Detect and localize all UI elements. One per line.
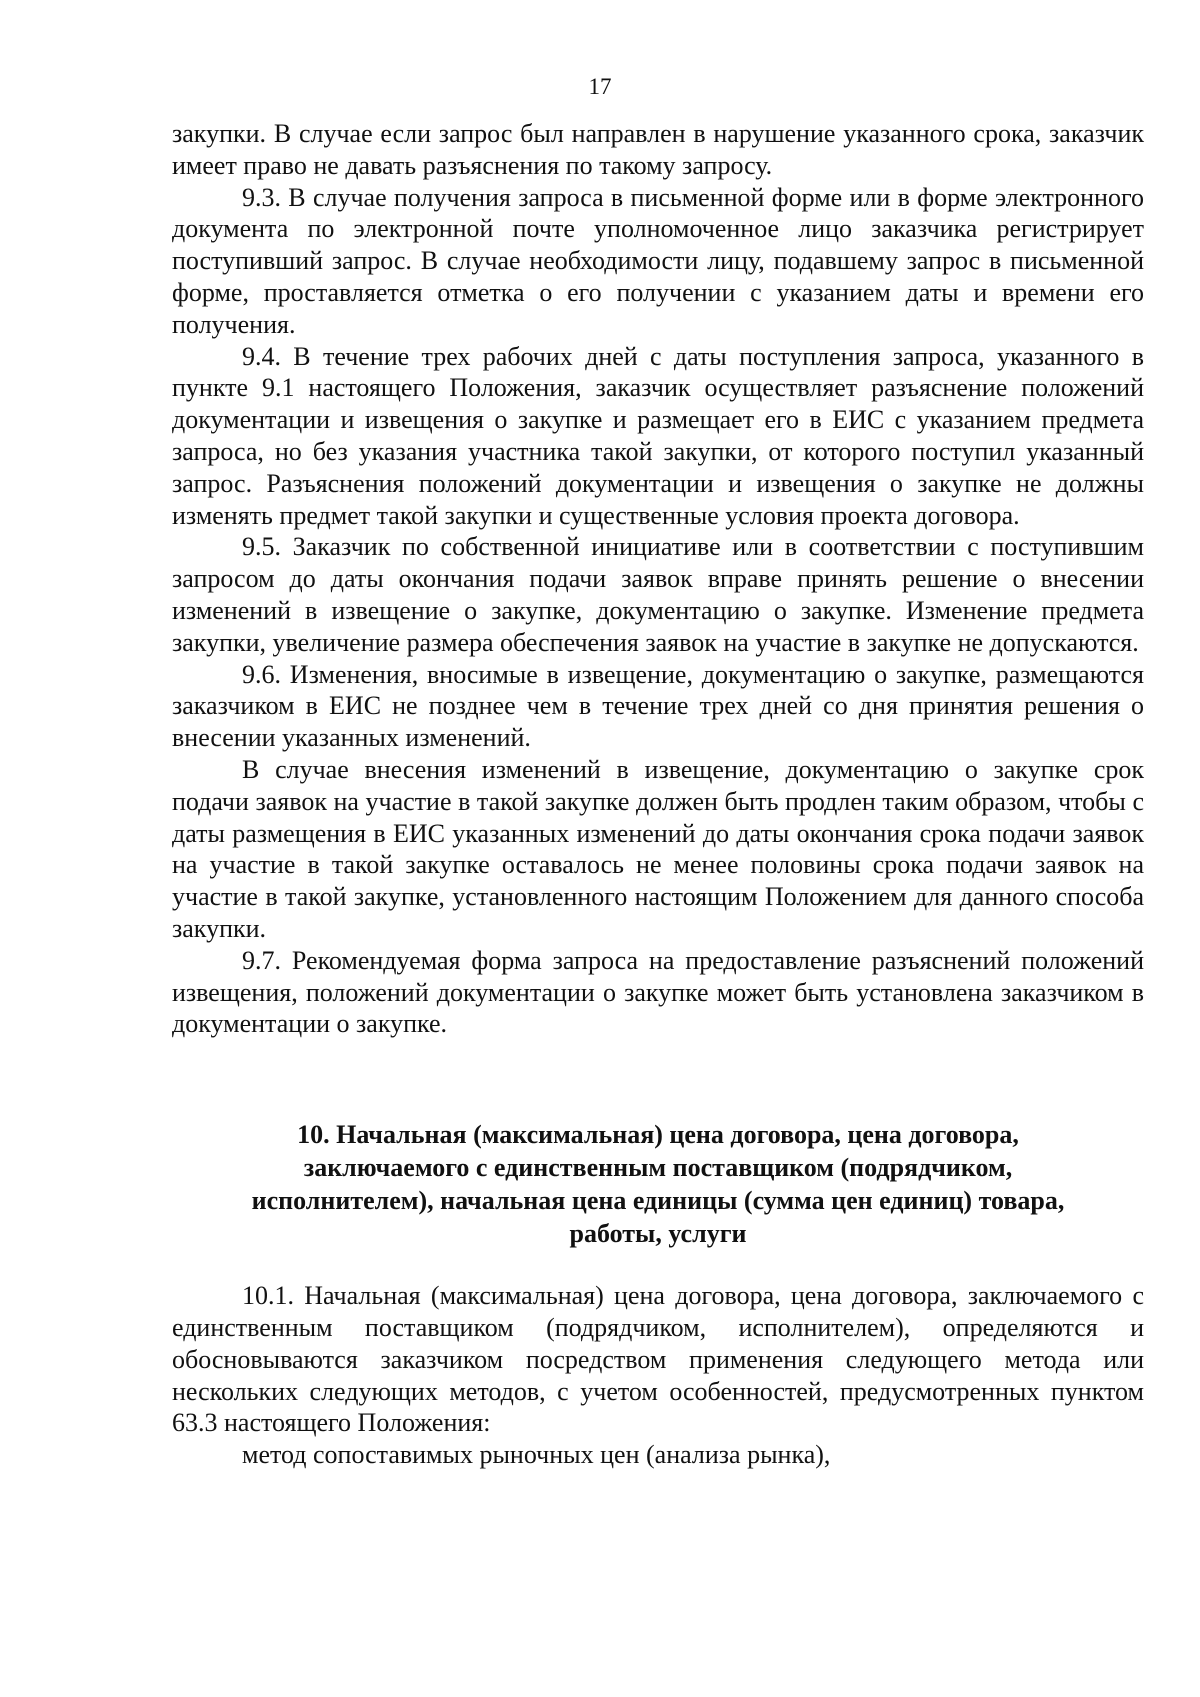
paragraph-10-1: 10.1. Начальная (максимальная) цена договора, цена договора, заключаемого с единственным поставщиком (подрядчиком, исполнителем), определяются и обосновываются заказчиком посредством применения следующего метода или нескольких следующих методов, с учетом особенностей, предусмотренных пунктом 63.3 настоящего Положения: <box>172 1281 1144 1438</box>
paragraph-9-3: 9.3. В случае получения запроса в письменной форме или в форме электронного документа по электронной почте уполномоченное лицо заказчика регистрирует поступивший запрос. В случае необходимости лицу, подавшему запрос в письменной форме, проставляется отметка о его получении с указанием даты и времени его получения. <box>172 182 1144 339</box>
paragraph-9-7: 9.7. Рекомендуемая форма запроса на предоставление разъяснений положений извещения, положений документации о закупке может быть установлена заказчиком в документации о закупке. <box>172 945 1144 1039</box>
document-body <box>172 118 1144 1471</box>
page-number: 17 <box>588 74 612 99</box>
paragraph-9-4: 9.4. В течение трех рабочих дней с даты поступления запроса, указанного в пункте 9.1 настоящего Положения, заказчик осуществляет разъяснение положений документации и извещения о закупке и размещает его в ЕИС с указанием предмета запроса, но без указания участника такой закупки, от которого поступил указанный запрос. Разъяснения положений документации и извещения о закупке не должны изменять предмет такой закупки и существенные условия проекта договора. <box>172 341 1144 530</box>
section-10-heading: 10. Начальная (максимальная) цена договора, цена договора, заключаемого с единственным поставщиком (подрядчиком, исполнителем), начальная цена единицы (сумма цен единиц) товара, работы, услуги <box>251 1120 1065 1249</box>
list-item-market-analysis: метод сопоставимых рыночных цен (анализа рынка), <box>242 1440 831 1470</box>
paragraph-9-5: 9.5. Заказчик по собственной инициативе или в соответствии с поступившим запросом до даты окончания подачи заявок вправе принять решение о внесении изменений в извещение о закупке, документацию о закупке. Изменение предмета закупки, увеличение размера обеспечения заявок на участие в закупке не допускаются. <box>172 532 1144 657</box>
paragraph-9-6-extension: В случае внесения изменений в извещение, документацию о закупке срок подачи заявок на участие в такой закупке должен быть продлен таким образом, чтобы с даты размещения в ЕИС указанных изменений до даты окончания срока подачи заявок на участие в такой закупке оставалось не менее половины срока подачи заявок на участие в такой закупке, установленного настоящим Положением для данного способа закупки. <box>172 754 1144 943</box>
paragraph-9-6: 9.6. Изменения, вносимые в извещение, документацию о закупке, размещаются заказчиком в ЕИС не позднее чем в течение трех дней со дня принятия решения о внесении указанных изменений. <box>172 659 1144 753</box>
paragraph-continuation: закупки. В случае если запрос был направлен в нарушение указанного срока, заказчик имеет право не давать разъяснения по такому запросу. <box>172 119 1144 180</box>
